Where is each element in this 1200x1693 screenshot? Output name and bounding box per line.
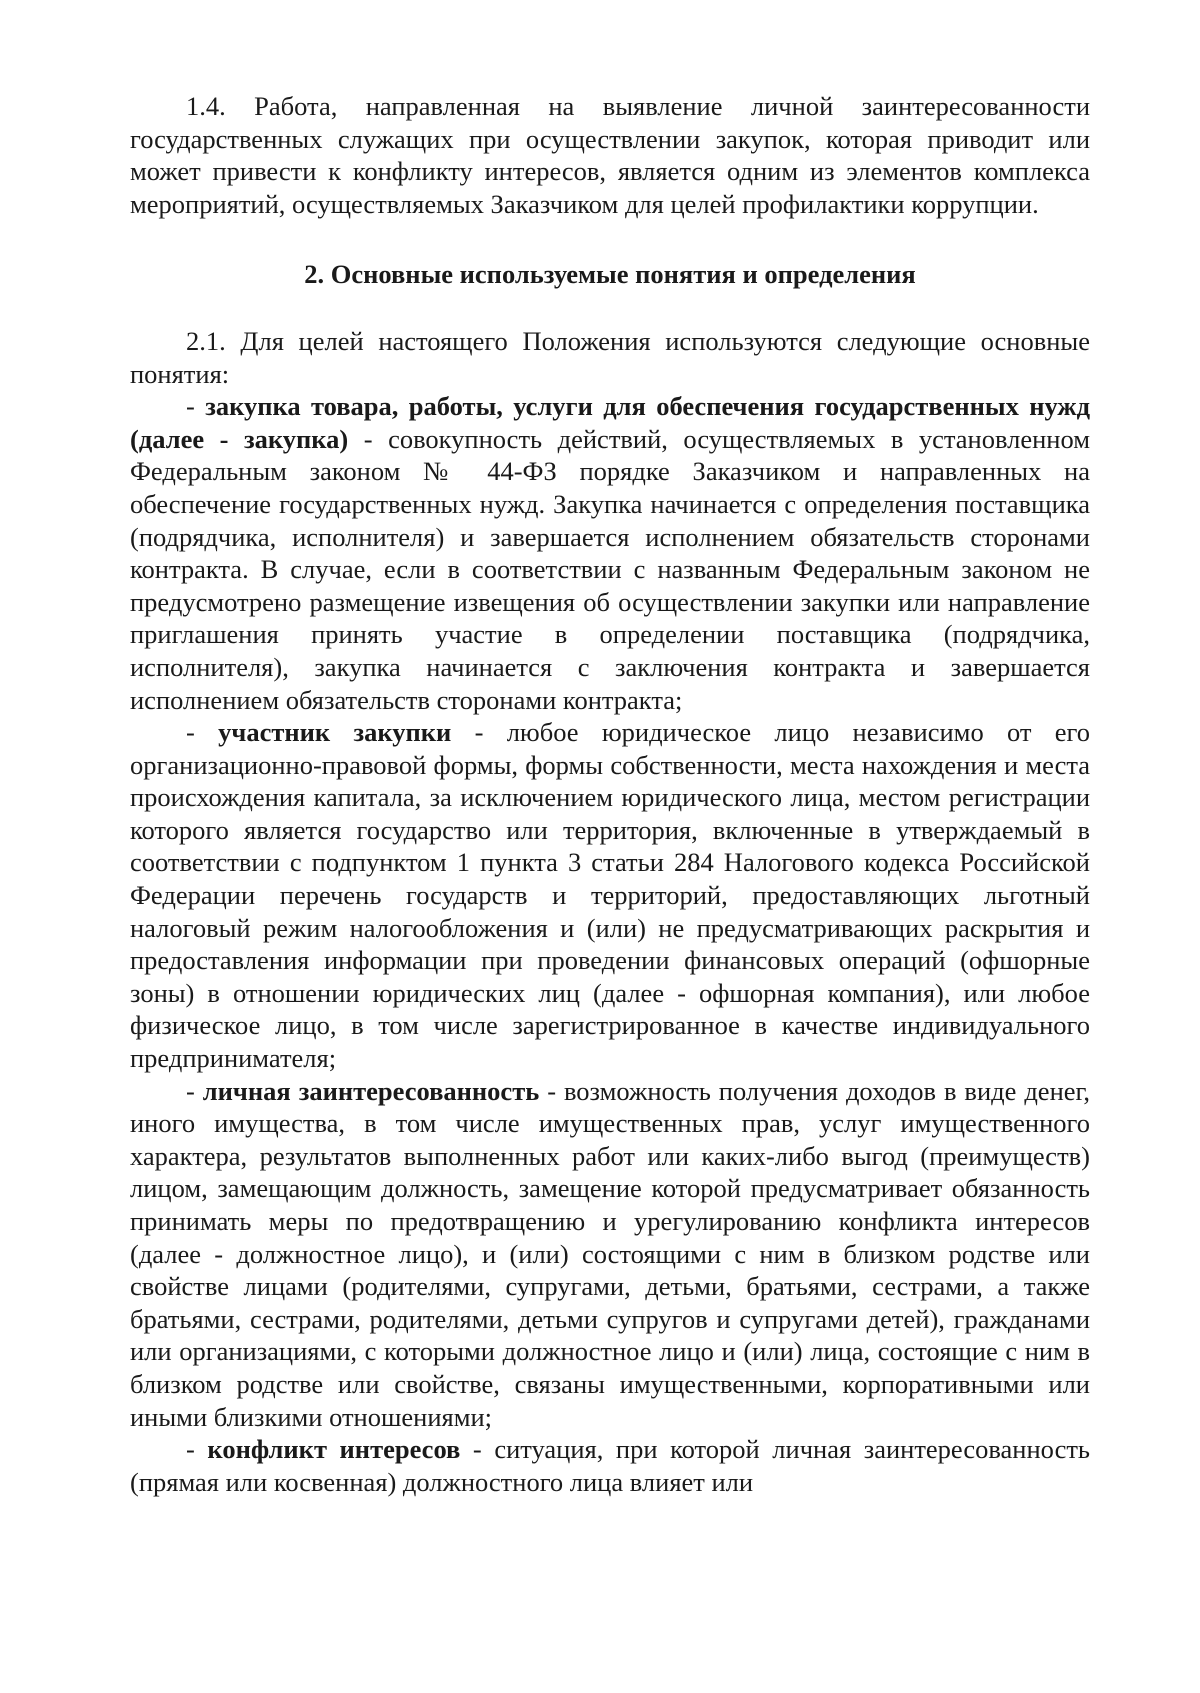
definition-term: участник закупки [218,717,452,748]
definition-text: - ситуация, при которой личная заинтересованность (прямая или косвенная) должностного лица влияет или [130,1434,1090,1497]
definition-dash: - [186,717,219,748]
definition-participant [130,716,1090,1075]
document-page [130,90,1090,1498]
section-heading: 2. Основные используемые понятия и определения [304,259,916,290]
definition-dash: - [186,391,206,422]
definition-text: - любое юридическое лицо независимо от его организационно-правовой формы, формы собственности, места нахождения и места происхождения капитала, за исключением юридического лица, местом регистрации которого является государство или территория, включенные в утверждаемый в соответствии с подпунктом 1 пункта 3 статьи 284 Налогового кодекса Российской Федерации перечень государств и территорий, предоставляющих льготный налоговый режим налогообложения и (или) не предусматривающих раскрытия и предоставления информации при проведении финансовых операций (офшорные зоны) в отношении юридических лиц (далее - офшорная компания), или любое физическое лицо, в том числе зарегистрированное в качестве индивидуального предпринимателя; [130,717,1090,1074]
paragraph-2-1-intro: 2.1. Для целей настоящего Положения используются следующие основные понятия: [130,325,1090,389]
definition-term: конфликт интересов [207,1434,461,1465]
definition-text: - совокупность действий, осуществляемых в установленном Федеральным законом № 44-ФЗ порядке Заказчиком и направленных на обеспечение государственных нужд. Закупка начинается с определения поставщика (подрядчика, исполнителя) и завершается исполнением обязательств сторонами контракта. В случае, если в соответствии с названным Федеральным законом не предусмотрено размещение извещения об осуществлении закупки или направление приглашения принять участие в определении поставщика (подрядчика, исполнителя), закупка начинается с заключения контракта и завершается исполнением обязательств сторонами контракта; [130,423,1090,715]
definition-term: закупка товара, работы, услуги для обеспечения государственных нужд (далее - закупка) [130,391,1090,454]
definition-term: личная заинтересованность [202,1075,540,1106]
paragraph-1-4: 1.4. Работа, направленная на выявление личной заинтересованности государственных служащих при осуществлении закупок, которая приводит или может привести к конфликту интересов, является одним из элементов комплекса мероприятий, осуществляемых Заказчиком для целей профилактики коррупции. [130,91,1090,219]
definition-dash: - [186,1075,203,1106]
definition-dash: - [186,1434,208,1465]
definition-text: - возможность получения доходов в виде денег, иного имущества, в том числе имущественных прав, услуг имущественного характера, результатов выполненных работ или каких-либо выгод (преимуществ) лицом, замещающим должность, замещение которой предусматривает обязанность принимать меры по предотвращению и урегулированию конфликта интересов (далее - должностное лицо), и (или) состоящими с ним в близком родстве или свойстве лицами (родителями, супругами, детьми, братьями, сестрами, а также братьями, сестрами, родителями, детьми супругов и супругами детей), гражданами или организациями, с которыми должностное лицо и (или) лица, состоящие с ним в близком родстве или свойстве, связаны имущественными, корпоративными или иными близкими отношениями; [130,1075,1091,1432]
definition-procurement [130,390,1090,716]
definition-personal-interest [130,1075,1090,1434]
definition-conflict-of-interest [130,1433,1090,1498]
